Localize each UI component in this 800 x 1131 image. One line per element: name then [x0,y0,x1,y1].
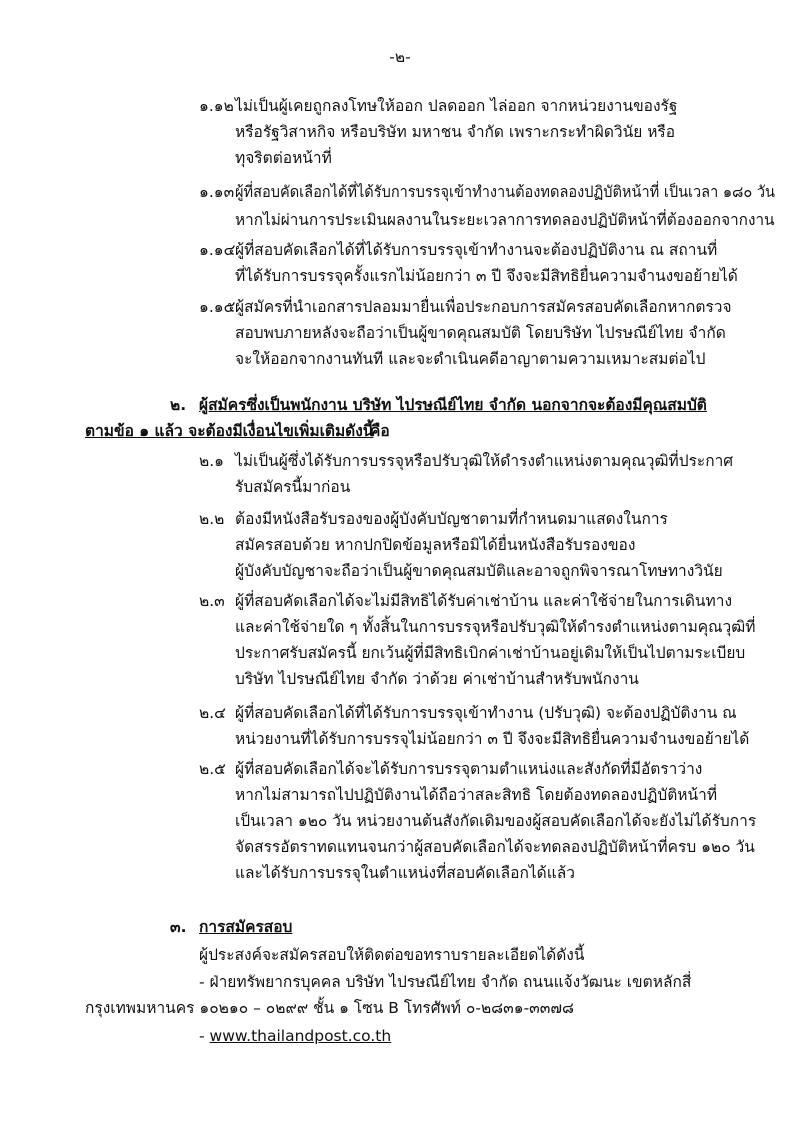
item-text: ทุจริตต่อหน้าที่ [235,149,332,167]
item-number: ๒.๕ [199,760,226,778]
item-text: เป็นเวลา ๑๒๐ วัน หน่วยงานต้นสังกัดเดิมของผู้สอบคัดเลือกได้จะยังไม่ได้รับการ [235,812,757,830]
item-text: หรือรัฐวิสาหกิจ หรือบริษัท มหาชน จำกัด เพราะกระทำผิดวินัย หรือ [235,123,676,141]
item-text: หน่วยงานที่ได้รับการบรรจุไม่น้อยกว่า ๓ ปี จึงจะมีสิทธิยื่นความจำนงขอย้ายได้ [235,730,750,748]
item-text: ผู้ที่สอบคัดเลือกได้จะไม่มีสิทธิได้รับค่าเช่าบ้าน และค่าใช้จ่ายในการเดินทาง [235,592,733,610]
item-number: ๒.๒ [199,510,225,528]
item-text: ผู้ที่สอบคัดเลือกได้ที่ได้รับการบรรจุเข้าทำงานจะต้องปฏิบัติงาน ณ สถานที่ [235,241,718,259]
item-text: ประกาศรับสมัครนี้ ยกเว้นผู้ที่มีสิทธิเบิกค่าเช่าบ้านอยู่เดิมให้เป็นไปตามระเบียบ [235,644,746,662]
item-text: หากไม่สามารถไปปฏิบัติงานได้ถือว่าสละสิทธิ โดยต้องทดลองปฏิบัติหน้าที่ [235,786,718,804]
section-number: ๒. [170,396,187,414]
item-number: ๑.๑๔ [199,241,236,259]
item-number: ๑.๑๒ [199,97,234,115]
item-text: สมัครสอบด้วย หากปกปิดข้อมูลหรือมิได้ยื่นหนังสือรับรองของ [235,536,636,554]
item-text: รับสมัครนี้มาก่อน [235,478,351,496]
item-number: ๒.๓ [199,592,225,610]
item-text: ไม่เป็นผู้เคยถูกลงโทษให้ออก ปลดออก ไล่ออก จากหน่วยงานของรัฐ [235,97,678,115]
section-intro: ผู้ประสงค์จะสมัครสอบให้ติดต่อขอทราบรายละเอียดได้ดังนี้ [199,946,585,964]
section-heading: ผู้สมัครซึ่งเป็นพนักงาน บริษัท ไปรษณีย์ไทย จำกัด นอกจากจะต้องมีคุณสมบัติ [199,396,707,414]
item-text: ผู้ที่สอบคัดเลือกได้ที่ได้รับการบรรจุเข้าทำงานต้องทดลองปฏิบัติหน้าที่ เป็นเวลา ๑๘๐ วัน [235,183,775,201]
item-text: ต้องมีหนังสือรับรองของผู้บังคับบัญชาตามที่กำหนดมาแสดงในการ [235,510,668,528]
website-line [199,1026,391,1046]
section-heading: ตามข้อ ๑ แล้ว จะต้องมีเงื่อนไขเพิ่มเติมดังนี้ [85,422,374,440]
website-prefix: - [199,1027,210,1045]
item-text: ไม่เป็นผู้ซึ่งได้รับการบรรจุหรือปรับวุฒิให้ดำรงตำแหน่งตามคุณวุฒิที่ประกาศ [235,452,734,470]
website-link[interactable]: www.thailandpost.co.th [209,1027,392,1045]
item-text: ที่ได้รับการบรรจุครั้งแรกไม่น้อยกว่า ๓ ปี จึงจะมีสิทธิยื่นความจำนงขอย้ายได้ [235,267,738,285]
item-text: บริษัท ไปรษณีย์ไทย จำกัด ว่าด้วย ค่าเช่าบ้านสำหรับพนักงาน [235,670,639,688]
section-number: ๓. [170,918,187,936]
item-text: ผู้บังคับบัญชาจะถือว่าเป็นผู้ขาดคุณสมบัติและอาจถูกพิจารณาโทษทางวินัย [235,562,723,580]
item-number: ๑.๑๓ [199,183,235,201]
section-heading-suffix: คือ [370,422,390,440]
item-number: ๒.๑ [199,452,224,470]
item-text: และได้รับการบรรจุในตำแหน่งที่สอบคัดเลือกได้แล้ว [235,864,575,882]
item-text: ผู้ที่สอบคัดเลือกได้จะได้รับการบรรจุตามตำแหน่งและสังกัดที่มีอัตราว่าง [235,760,703,778]
page-number: -๒- [389,48,411,66]
item-number: ๑.๑๕ [199,298,236,316]
item-text: สอบพบภายหลังจะถือว่าเป็นผู้ขาดคุณสมบัติ โดยบริษัท ไปรษณีย์ไทย จำกัด [235,324,726,342]
contact-line: - ฝ่ายทรัพยากรบุคคล บริษัท ไปรษณีย์ไทย จำกัด ถนนแจ้งวัฒนะ เขตหลักสี่ [199,973,692,991]
item-text: ผู้สมัครที่นำเอกสารปลอมมายื่นเพื่อประกอบการสมัครสอบคัดเลือกหากตรวจ [235,298,732,316]
contact-line: กรุงเทพมหานคร ๑๐๒๑๐ – ๐๒๙๙ ชั้น ๑ โซน B โทรศัพท์ ๐-๒๘๓๑-๓๓๗๘ [85,999,574,1017]
item-number: ๒.๔ [199,704,226,722]
item-text: หากไม่ผ่านการประเมินผลงานในระยะเวลาการทดลองปฏิบัติหน้าที่ต้องออกจากงาน [235,211,775,229]
item-text: และค่าใช้จ่ายใด ๆ ทั้งสิ้นในการบรรจุหรือปรับวุฒิให้ดำรงตำแหน่งตามคุณวุฒิที่ [235,618,756,636]
section-heading: การสมัครสอบ [199,918,293,936]
item-text: ผู้ที่สอบคัดเลือกได้ที่ได้รับการบรรจุเข้าทำงาน (ปรับวุฒิ) จะต้องปฏิบัติงาน ณ [235,704,737,722]
item-text: จะให้ออกจากงานทันที และจะดำเนินคดีอาญาตามความเหมาะสมต่อไป [235,350,706,368]
item-text: จัดสรรอัตราทดแทนจนกว่าผู้สอบคัดเลือกได้จะทดลองปฏิบัติหน้าที่ครบ ๑๒๐ วัน [235,838,755,856]
